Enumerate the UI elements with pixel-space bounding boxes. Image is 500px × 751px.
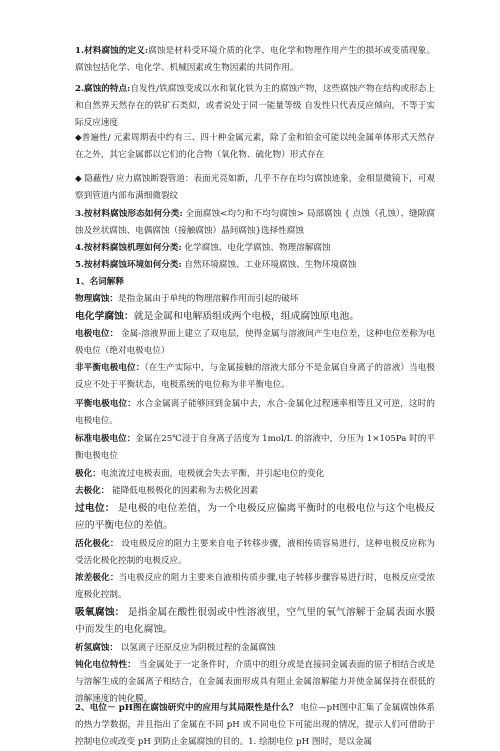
paragraph-universality	[75, 130, 435, 164]
term-equilibrium-potential	[75, 396, 435, 430]
paragraph-lead: 析氢腐蚀：	[75, 643, 118, 653]
term-hydrogen-evolution-corrosion	[75, 640, 435, 657]
paragraph-text: 设电极反应的阻力主要来自电子转移步骤，液相传质容易进行，这种电极反应称为受活化极化控制的电极反应。	[75, 539, 435, 566]
paragraph-text: 电流流过电极表面，电极就会失去平衡，并引起电位的变化	[100, 469, 325, 479]
term-standard-potential	[75, 431, 435, 465]
paragraph-lead: 4.按材料腐蚀机理如何分类:	[75, 243, 182, 253]
paragraph-text: 是电极的电位差值，为一个电极反应偏离平衡时的电极电位与这个电极反应的平衡电位的差值。	[75, 503, 435, 531]
paragraph-lead: 非平衡电极电位：	[75, 363, 145, 373]
term-activation-polarization	[75, 536, 435, 570]
paragraph-text: 全面腐蚀<均匀和不均匀腐蚀> 局部腐蚀 { 点蚀（孔蚀）、缝隙腐蚀及丝状腐蚀、电偶腐蚀（接触腐蚀）晶间腐蚀}选择性腐蚀	[75, 209, 435, 236]
paragraph-text: ◆普遍性/ 元素周期表中约有三、四十种金属元素，除了金和铂金可能以纯金属单体形式天然存在之外，其它金属都以它们的化合物（氧化物、硫化物）形式存在	[75, 133, 435, 160]
paragraph-environment-classification	[75, 257, 435, 274]
paragraph-lead: 过电位：	[75, 503, 115, 514]
paragraph-lead: 极化：	[75, 469, 101, 479]
paragraph-text: 化学腐蚀、电化学腐蚀、物理溶解腐蚀	[181, 243, 331, 253]
paragraph-lead: 吸氧腐蚀：	[75, 607, 125, 618]
paragraph-text: 是指金属在酸性很弱或中性溶液里，空气里的氧气溶解于金属表面水膜中而发生的电化腐蚀。	[75, 607, 436, 635]
term-depolarization	[75, 483, 435, 500]
paragraph-lead: 活化极化：	[75, 539, 119, 549]
paragraph-text: 能降低电极极化的因素称为去极化因素	[109, 486, 259, 496]
paragraph-text: 当金属处于一定条件时，介质中的组分或是直接同金属表面的原子相结合或是与溶解生成的金属离子相结合，在金属表面形成具有阻止金属溶解能力并使金属保持在很低的溶解速度的钝化膜。	[75, 660, 435, 704]
paragraph-lead: 浓差极化：	[75, 573, 119, 583]
paragraph-text: 以氢离子还原反应为阴极过程的金属腐蚀	[117, 643, 276, 653]
section-heading-terms	[75, 274, 435, 291]
term-nonequilibrium-potential	[75, 360, 435, 394]
term-oxygen-absorption-corrosion	[75, 604, 435, 638]
paragraph-lead: 1、名词解释	[75, 277, 124, 287]
paragraph-morphology-classification	[75, 206, 435, 240]
term-electrochemical-corrosion	[75, 308, 435, 325]
term-polarization	[75, 466, 435, 483]
paragraph-lead: 电极电位：	[75, 329, 119, 339]
paragraph-text: 金属-溶液界面上建立了双电层，使得金属与溶液间产生电位差，这种电位差称为电极电位（绝对电极电位）	[75, 329, 435, 356]
paragraph-lead: 平衡电极电位：	[75, 399, 136, 409]
paragraph-lead: 1.材料腐蚀的定义:	[75, 46, 149, 56]
paragraph-lead: 去极化：	[75, 486, 110, 496]
paragraph-lead: 2、电位－ pH图在腐蚀研究中的应用与其局限性是什么？	[75, 703, 298, 713]
term-concentration-polarization	[75, 570, 435, 604]
paragraph-concealment	[75, 171, 435, 205]
paragraph-text: 自然环境腐蚀、工业环境腐蚀、生物环境腐蚀	[181, 260, 357, 270]
paragraph-lead: 3.按材料腐蚀形态如何分类:	[75, 209, 183, 219]
paragraph-text: ◆ 隐蔽性/ 应力腐蚀断裂管道：表面光亮如新，几乎不存在均匀腐蚀迹象，金相显微镜下，可观察到管道内部布满细微裂纹	[75, 174, 435, 201]
paragraph-text: （在生产实际中，与金属接触的溶液大部分不是金属自身离子的溶液）当电极反应不处于平衡状态，电极系统的电位称为非平衡电位。	[75, 363, 435, 390]
paragraph-text: 当电极反应的阻力主要来自液相传质步骤,电子转移步骤容易进行时，电极反应受浓度极化控制。	[75, 573, 435, 600]
paragraph-text: 水合金属离子能够回到金属中去，水合-金属化过程速率相等且又可逆，这时的电极电位。	[75, 399, 435, 426]
term-physical-corrosion	[75, 291, 435, 308]
paragraph-lead: 钝化电位特性：	[75, 660, 136, 670]
paragraph-text: 自发性/铁腐蚀变成以水和氧化铁为主的腐蚀产物，这些腐蚀产物在结构或形态上和自然界天然存在的铁矿石类似，或者说处于同一能量等级 自发性只代表反应倾向，不等于实际反应速度	[75, 84, 435, 128]
paragraph-text: 就是金属和电解质组成两个电极，组成腐蚀原电池。	[133, 311, 360, 322]
paragraph-text: 是指金属由于单纯的物理溶解作用而引起的破坏	[117, 294, 299, 304]
paragraph-lead: 电化学腐蚀：	[75, 311, 134, 322]
paragraph-characteristics	[75, 81, 435, 132]
paragraph-mechanism-classification	[75, 240, 435, 257]
paragraph-text: 电位—pH图中汇集了金属腐蚀体系的热力学数据，并且指出了金属在不同 pH 或不同电位下可能出现的情况，提示人们可借助于控制电位或改变 pH 到防止金属腐蚀的目的。1. 绘制电位 pH 图时，是以金属	[75, 703, 435, 747]
paragraph-lead: 物理腐蚀：	[75, 294, 118, 304]
paragraph-definition	[75, 43, 435, 77]
term-overpotential	[75, 500, 435, 534]
paragraph-lead: 标准电极电位：	[75, 434, 136, 444]
term-electrode-potential	[75, 326, 435, 360]
paragraph-text: 金属在25℃浸于自身离子活度为 1mol/L 的溶液中，分压为 1×105Pa 时的平衡电极电位	[75, 434, 435, 461]
paragraph-lead: 2.腐蚀的特点:	[75, 84, 131, 94]
paragraph-lead: 5.按材料腐蚀环境如何分类:	[75, 260, 182, 270]
paragraph-text: 腐蚀是材料受环境介质的化学、电化学和物理作用产生的损坏或变质现象。腐蚀包括化学、电化学、机械因素或生物因素的共同作用。	[75, 46, 435, 73]
